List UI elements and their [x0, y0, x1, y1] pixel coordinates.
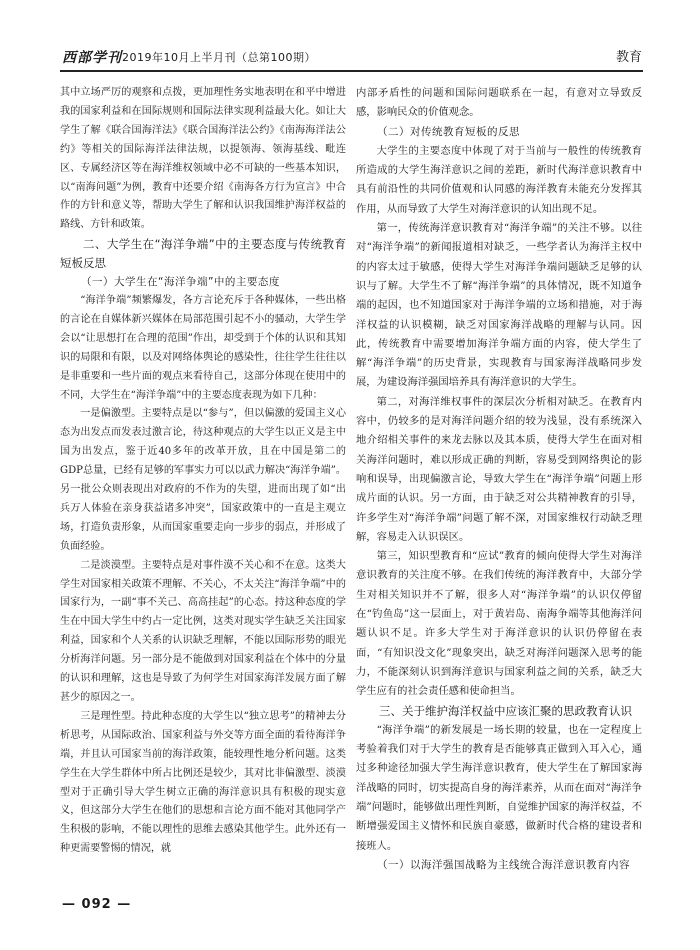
- running-header: [62, 46, 642, 68]
- paragraph: 三是理性型。持此种态度的大学生以“独立思考”的精神去分析思考，从国际政治、国家利益与外交等方面全面的看待海洋争端，并且认可国家当前的海洋政策，能较理性地分析问题。这类学生在大学生群体中所占比例还是较少，其对比非偏激型、淡漠型对于正确引导大学生树立正确的海洋意识具有积极的现实意义，但这部分大学生在他们的思想和言论方面不能对其他同学产生积极的影响，不能以理性的思维去感染其他学生。此外还有一种更需要警惕的情况，就: [60, 710, 346, 855]
- paragraph: 第二，对海洋维权事件的深层次分析相对缺乏。在教育内容中，仍较多的是对海洋问题介绍的较为浅显，没有系统深入地介绍相关事件的来龙去脉以及其本质，使得大学生在面对相关海洋问题时，难以形成正确的判断，容易受到网络舆论的影响和误导，出现偏激言论，导致大学生在“海洋争端”问题上形成片面的认识。另一方面，由于缺乏对公共精神教育的引导，许多学生对“海洋争端”问题了解不深，对国家维权行动缺乏理解，容易走入认识误区。: [356, 395, 642, 543]
- paragraph: 第三，知识型教育和“应试”教育的倾向使得大学生对海洋意识教育的关注度不够。在我们传统的海洋教育中，大部分学生对相关知识并不了解，很多人对“海洋争端”的认识仅停留在“钓鱼岛”这一层面上，对于黄岩岛、南海争端等其他海洋问题认识不足。许多大学生对于海洋意识的认识仍停留在表面，“有知识没文化”现象突出，缺乏对海洋问题深入思考的能力，不能深刻认识到海洋意识与国家利益之间的关系，缺乏大学生应有的社会责任感和使命担当。: [356, 550, 642, 698]
- journal-logo: 西部学刊: [62, 50, 122, 66]
- paragraph: 其中立场严厉的观察和点拨，更加理性务实地表明在和平中增进我的国家利益和在国际规则和国际法律实现利益最大化。如让大学生了解《联合国海洋法》《联合国海洋法公约》《南海海洋法公约》等相关的国际海洋法律法规，以提领海、领海基线、毗连区、专属经济区等在海洋维权领域中必不可缺的一些基本知识，以“南海问题”为例，教育中还要介绍《南海各方行为宣言》中合作的方针和意义等，帮助大学生了解和认识我国维护海洋权益的路线、方针和政策。: [60, 87, 346, 231]
- subsection-heading: （二）对传统教育短板的反思: [377, 125, 520, 138]
- section-heading: 三、关于维护海洋权益中应该汇聚的思政教育认识: [379, 703, 632, 718]
- paragraph: “海洋争端”的新发展是一场长期的较量，也在一定程度上考验着我们对于大学生的教育是否能够真正做到入耳入心，通过多种途径加强大学生海洋意识教育，使大学生在了解国家海洋战略的同时，切实提高自身的海洋素养，从而在面对“海洋争端”问题时，能够做出理性判断，自觉维护国家的海洋权益，不断增强爱国主义情怀和民族自豪感，做新时代合格的建设者和接班人。: [356, 723, 642, 852]
- paragraph: 大学生的主要态度中体现了对于当前与一般性的传统教育所造成的大学生海洋意识之间的差距，新时代海洋意识教育中具有前沿性的共同价值观和认同感的海洋教育未能充分发挥其作用，从而导致了大学生对海洋意识的认知出现不足。: [356, 144, 642, 215]
- subsection-heading: （一）大学生在“海洋争端”中的主要态度: [81, 276, 280, 289]
- right-column: [356, 84, 642, 875]
- issue-info: 2019年10月上半月刊（总第100期）: [122, 51, 316, 64]
- subsection-heading: （一）以海洋强国战略为主线统合海洋意识教育内容: [377, 858, 630, 871]
- paragraph: 内部矛盾性的问题和国际问题联系在一起，有意对立导致反感，影响民众的价值观念。: [356, 87, 642, 119]
- page-number: — 092 —: [62, 897, 132, 912]
- section-label: 教育: [615, 50, 642, 65]
- paragraph: “海洋争端”频繁爆发，各方言论充斥于各种媒体，一些出格的言论在自媒体新兴媒体在局部范围引起不小的骚动，大学生学会以“让思想打在合理的范围”作出，却受到于个体的认识和其知识的局限和有限，以及对网络体舆论的感染性，往往学生往往以是非重要和一些片面的观点来看待自己，这部分体现在使用中的不同，大学生在“海洋争端”中的主要态度表现为如下几种：: [60, 294, 346, 401]
- header-rule: [60, 70, 643, 72]
- left-column: [60, 84, 346, 859]
- paragraph: 第一，传统海洋意识教育对“海洋争端”的关注不够。以往对“海洋争端”的新闻报道相对缺乏，一些学者认为海洋主权中的内容太过于敏感，使得大学生对海洋争端问题缺乏足够的认识与了解。大学生不了解“海洋争端”的具体情况，既不知道争端的起因，也不知道国家对于海洋争端的立场和措施，对于海洋权益的认识模糊，缺乏对国家海洋战略的理解与认同。因此，传统教育中需要增加海洋争端方面的内容，使大学生了解“海洋争端”的历史背景，实现教育与国家海洋战略同步发展，为建设海洋强国培养具有海洋意识的大学生。: [356, 222, 642, 389]
- paragraph: 二是淡漠型。主要特点是对事件漠不关心和不在意。这类大学生对国家相关政策不理解、不关心，不太关注“海洋争端”中的国家行为，一副“事不关己、高高挂起”的心态。持这种态度的学生在中国大学生中约占一定比例，这类对现实学生缺乏关注国家利益，国家和个人关系的认识缺乏理解，不能以国际形势的眼光分析海洋问题。另一部分是不能做到对国家利益在个体中的分量的认识和理解，这也是导致了为何学生对国家海洋发展方面了解甚少的原因之一。: [60, 559, 346, 703]
- section-heading: 二、大学生在“海洋争端”中的主要态度与传统教育短板反思: [60, 237, 346, 271]
- paragraph: 一是偏激型。主要特点是以“参与”，但以偏激的爱国主义心态为出发点而发表过激言论，待这种观点的大学生以正义是主中国为出发点，鉴于近40多年的改革开放，且在中国是第二的GDP总量，已经有足够的军事实力可以以武力解决“海洋争端”。另一批公众则表现出对政府的不作为的失望，进而出现了如“出兵万人体验在亲身获益诸多冲突”，国家政策中的一直是主观立场，打造负责形象，从而国家重要走向一步步的弱点，并形成了负面经验。: [60, 408, 346, 552]
